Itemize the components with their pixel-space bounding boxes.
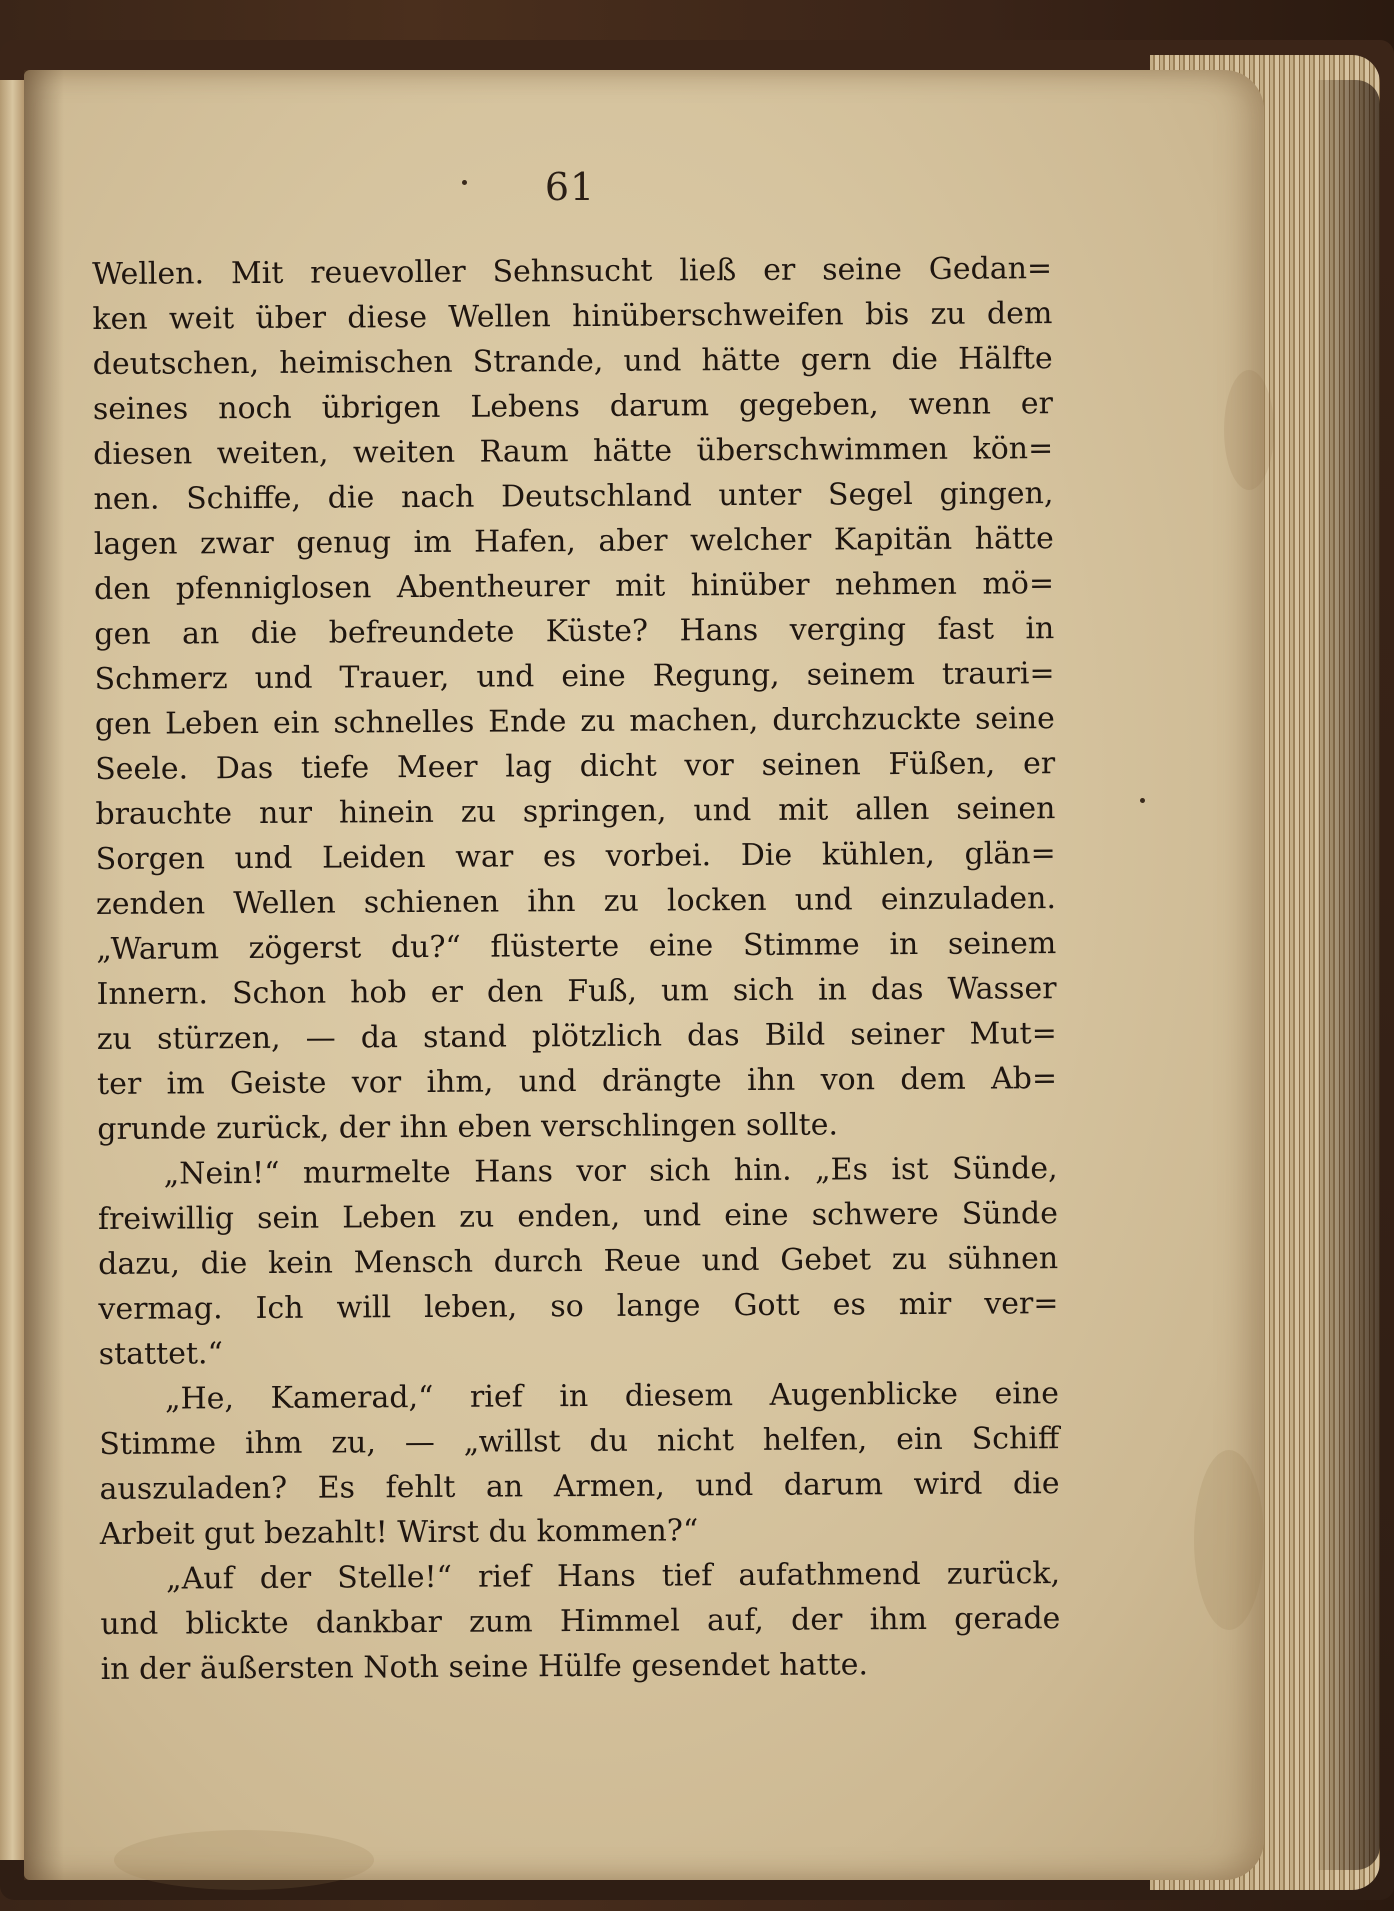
text-line: „Nein!“ murmelte Hans vor sich hin. „Es ist Sünde, [163, 1151, 1058, 1192]
text-line: stattet.“ [98, 1336, 223, 1372]
text-line: Seele. Das tiefe Meer lag dicht vor seinen Füßen, er [95, 746, 1056, 787]
text-line: freiwillig sein Leben zu enden, und eine schwere Sünde [97, 1196, 1058, 1237]
text-line: gen Leben ein schnelles Ende zu machen, durchzuckte seine [94, 701, 1055, 742]
text-line: zenden Wellen schienen ihn zu locken und einzuladen. [95, 881, 1057, 922]
paper-stain [114, 1830, 374, 1890]
text-line: den pfenniglosen Abentheurer mit hinüber nehmen mö= [93, 566, 1055, 607]
text-line: Innern. Schon hob er den Fuß, um sich in das Wasser [96, 971, 1057, 1012]
text-line: in der äußersten Noth seine Hülfe gesendet hatte. [100, 1647, 869, 1687]
text-line: und blickte dankbar zum Himmel auf, der ihm gerade [100, 1601, 1061, 1642]
text-line: „Warum zögerst du?“ flüsterte eine Stimme in seinem [96, 926, 1057, 967]
text-line: deutschen, heimischen Strande, und hätte gern die Hälfte [92, 341, 1053, 382]
body-text [92, 246, 1061, 1692]
text-line: ken weit über diese Wellen hinüberschweifen bis zu dem [92, 296, 1053, 337]
ink-speck [1140, 798, 1145, 803]
text-line: Schmerz und Trauer, und eine Regung, seinem trauri= [94, 656, 1055, 697]
text-line: „He, Kamerad,“ rief in diesem Augenblicke eine [164, 1376, 1060, 1417]
page-gutter [24, 70, 64, 1880]
text-line: dazu, die kein Mensch durch Reue und Gebet zu sühnen [98, 1241, 1059, 1282]
text-line: lagen zwar genug im Hafen, aber welcher Kapitän hätte [93, 521, 1054, 562]
text-line: vermag. Ich will leben, so lange Gott es mir ver= [98, 1286, 1059, 1327]
paper-stain [1194, 1450, 1264, 1630]
text-line: Wellen. Mit reuevoller Sehnsucht ließ er seine Gedan= [92, 251, 1053, 292]
text-line: „Auf der Stelle!“ rief Hans tief aufathmend zurück, [166, 1556, 1061, 1597]
text-line: seines noch übrigen Lebens darum gegeben, wenn er [92, 386, 1054, 427]
text-line: brauchte nur hinein zu springen, und mit allen seinen [95, 791, 1056, 832]
ink-speck [462, 180, 467, 185]
page-edge-shadow [1318, 80, 1380, 1870]
text-line: nen. Schiffe, die nach Deutschland unter Segel gingen, [93, 476, 1054, 517]
text-line: diesen weiten, weiten Raum hätte überschwimmen kön= [93, 431, 1054, 472]
text-line: gen an die befreundete Küste? Hans verging fast in [94, 611, 1055, 652]
text-line: Stimme ihm zu, — „willst du nicht helfen, ein Schiff [99, 1421, 1060, 1462]
text-line: auszuladen? Es fehlt an Armen, und darum wird die [99, 1466, 1060, 1507]
text-line: zu stürzen, — da stand plötzlich das Bild seiner Mut= [96, 1016, 1057, 1057]
page-number: 61 [544, 165, 596, 209]
paper-stain [1224, 370, 1274, 490]
text-line: grunde zurück, der ihn eben verschlingen sollte. [97, 1107, 839, 1147]
text-line: Arbeit gut bezahlt! Wirst du kommen?“ [99, 1513, 699, 1552]
text-line: ter im Geiste vor ihm, und drängte ihn von dem Ab= [96, 1061, 1058, 1102]
text-line: Sorgen und Leiden war es vorbei. Die kühlen, glän= [95, 836, 1056, 877]
